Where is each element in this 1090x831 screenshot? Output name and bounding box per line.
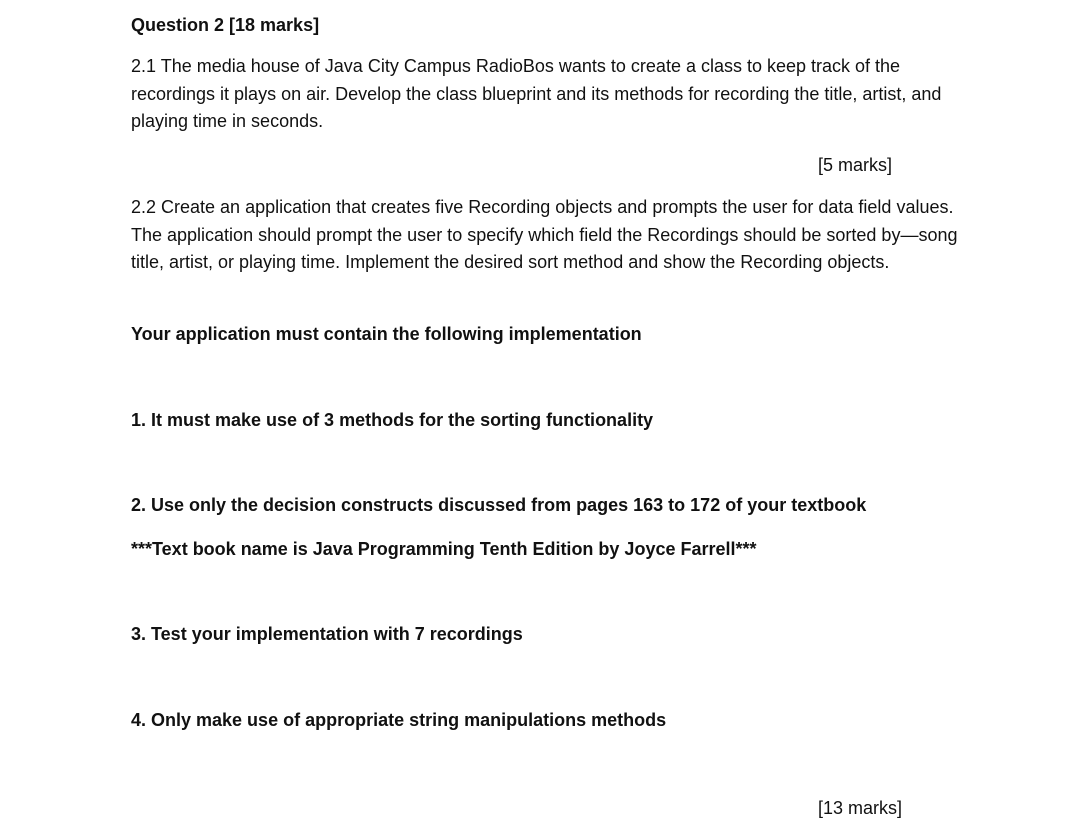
question-heading: Question 2 [18 marks] bbox=[131, 15, 320, 35]
part-2-2-text: 2.2 Create an application that creates five Recording objects and prompts the user for data field values. The application should prompt the user to specify which field the Recordings should be sorted by—song title, artist, or playing time. Implement the desired sort method and show the Recording objects. bbox=[131, 197, 958, 272]
final-marks: [13 marks] bbox=[818, 798, 903, 818]
requirement-4: 4. Only make use of appropriate string manipulations methods bbox=[131, 710, 667, 730]
part-2-1-text: 2.1 The media house of Java City Campus RadioBos wants to create a class to keep track of the recordings it plays on air. Develop the class blueprint and its methods for recording the title, artist, and playing time in seconds. bbox=[131, 56, 942, 131]
textbook-note: ***Text book name is Java Programming Tenth Edition by Joyce Farrell*** bbox=[131, 539, 757, 559]
requirement-2: 2. Use only the decision constructs discussed from pages 163 to 172 of your textbook bbox=[131, 495, 867, 515]
requirement-1: 1. It must make use of 3 methods for the sorting functionality bbox=[131, 410, 654, 430]
requirements-heading: Your application must contain the following implementation bbox=[131, 324, 642, 344]
part-2-1-marks: [5 marks] bbox=[818, 155, 893, 175]
requirement-3: 3. Test your implementation with 7 recordings bbox=[131, 624, 523, 644]
